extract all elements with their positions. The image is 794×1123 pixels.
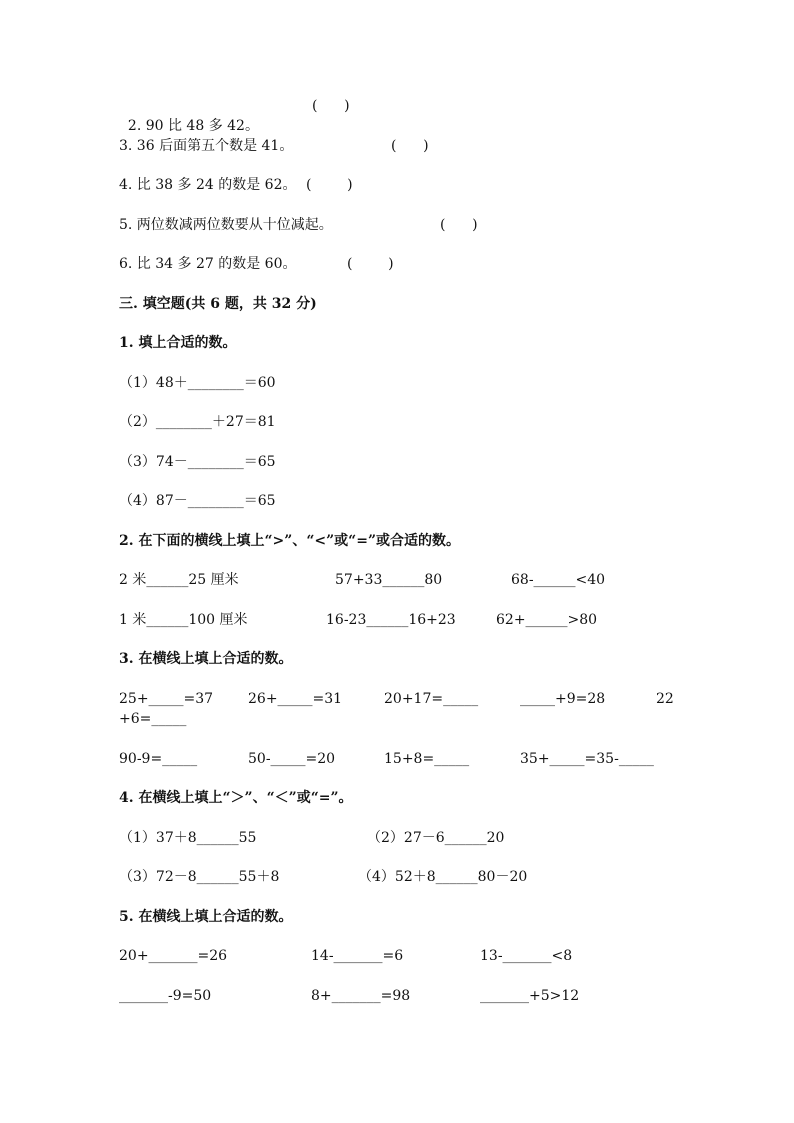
judge-item-5-text: 5. 两位数减两位数要从十位减起。 xyxy=(119,217,333,233)
q5-r1-c3: 13-_______<8 xyxy=(480,948,573,964)
q5-r2-c1: _______-9=50 xyxy=(119,988,212,1004)
judge-item-5-paren: ( ) xyxy=(440,217,478,233)
judge-item-2-paren: ( ) xyxy=(312,98,350,114)
question-2-title: 2. 在下面的横线上填上“>”、“<”或“=”或合适的数。 xyxy=(119,533,460,549)
q4-item-2: （2）27－6______20 xyxy=(367,830,505,846)
q3-r1-c4: _____+9=28 xyxy=(520,691,606,707)
q2-r2-c1: 1 米______100 厘米 xyxy=(119,612,248,628)
question-5-title: 5. 在横线上填上合适的数。 xyxy=(119,909,293,925)
judge-item-4-text: 4. 比 38 多 24 的数是 62。 xyxy=(119,177,297,193)
q3-r1-wrap: +6=_____ xyxy=(119,711,187,727)
q4-item-4: （4）52＋8______80－20 xyxy=(358,869,528,885)
q5-r1-c1: 20+_______=26 xyxy=(119,948,228,964)
question-4-title: 4. 在横线上填上“＞”、“＜”或“=”。 xyxy=(119,790,353,806)
q4-item-1: （1）37＋8______55 xyxy=(119,830,257,846)
q5-r2-c2: 8+_______=98 xyxy=(311,988,411,1004)
judge-item-3-text: 3. 36 后面第五个数是 41。 xyxy=(119,138,294,154)
q1-item-3: （3）74－________＝65 xyxy=(119,454,276,470)
section-title: 三. 填空题(共 6 题，共 32 分) xyxy=(119,296,317,312)
q1-item-2: （2）________＋27＝81 xyxy=(119,414,276,430)
q2-r2-c2: 16-23______16+23 xyxy=(326,612,456,628)
q3-r2-c2: 50-_____=20 xyxy=(248,751,336,767)
q3-r2-c4: 35+_____=35-_____ xyxy=(520,751,654,767)
q1-item-1: （1）48＋________＝60 xyxy=(119,375,276,391)
q3-r2-c1: 90-9=_____ xyxy=(119,751,198,767)
q3-r2-c3: 15+8=_____ xyxy=(384,751,470,767)
q4-item-3: （3）72－8______55＋8 xyxy=(119,869,280,885)
q2-r1-c1: 2 米______25 厘米 xyxy=(119,572,239,588)
judge-item-2 xyxy=(119,96,259,136)
q3-r1-c1: 25+_____=37 xyxy=(119,691,214,707)
q2-r1-c3: 68-______<40 xyxy=(511,572,606,588)
q5-r2-c3: _______+5>12 xyxy=(480,988,580,1004)
judge-item-3-paren: ( ) xyxy=(391,138,429,154)
judge-item-6-text: 6. 比 34 多 27 的数是 60。 xyxy=(119,256,297,272)
judge-item-2-text: 2. 90 比 48 多 42。 xyxy=(127,118,259,134)
q2-r1-c2: 57+33______80 xyxy=(335,572,443,588)
q3-r1-c3: 20+17=_____ xyxy=(384,691,479,707)
q3-r1-c2: 26+_____=31 xyxy=(248,691,343,707)
q1-item-4: （4）87－________＝65 xyxy=(119,493,276,509)
q2-r2-c3: 62+______>80 xyxy=(496,612,598,628)
question-1-title: 1. 填上合适的数。 xyxy=(119,335,237,351)
question-3-title: 3. 在横线上填上合适的数。 xyxy=(119,651,293,667)
judge-item-4-paren: ( ) xyxy=(306,177,353,193)
judge-item-6-paren: ( ) xyxy=(347,256,394,272)
q5-r1-c2: 14-_______=6 xyxy=(311,948,404,964)
q3-r1-c5: 22 xyxy=(656,691,674,707)
